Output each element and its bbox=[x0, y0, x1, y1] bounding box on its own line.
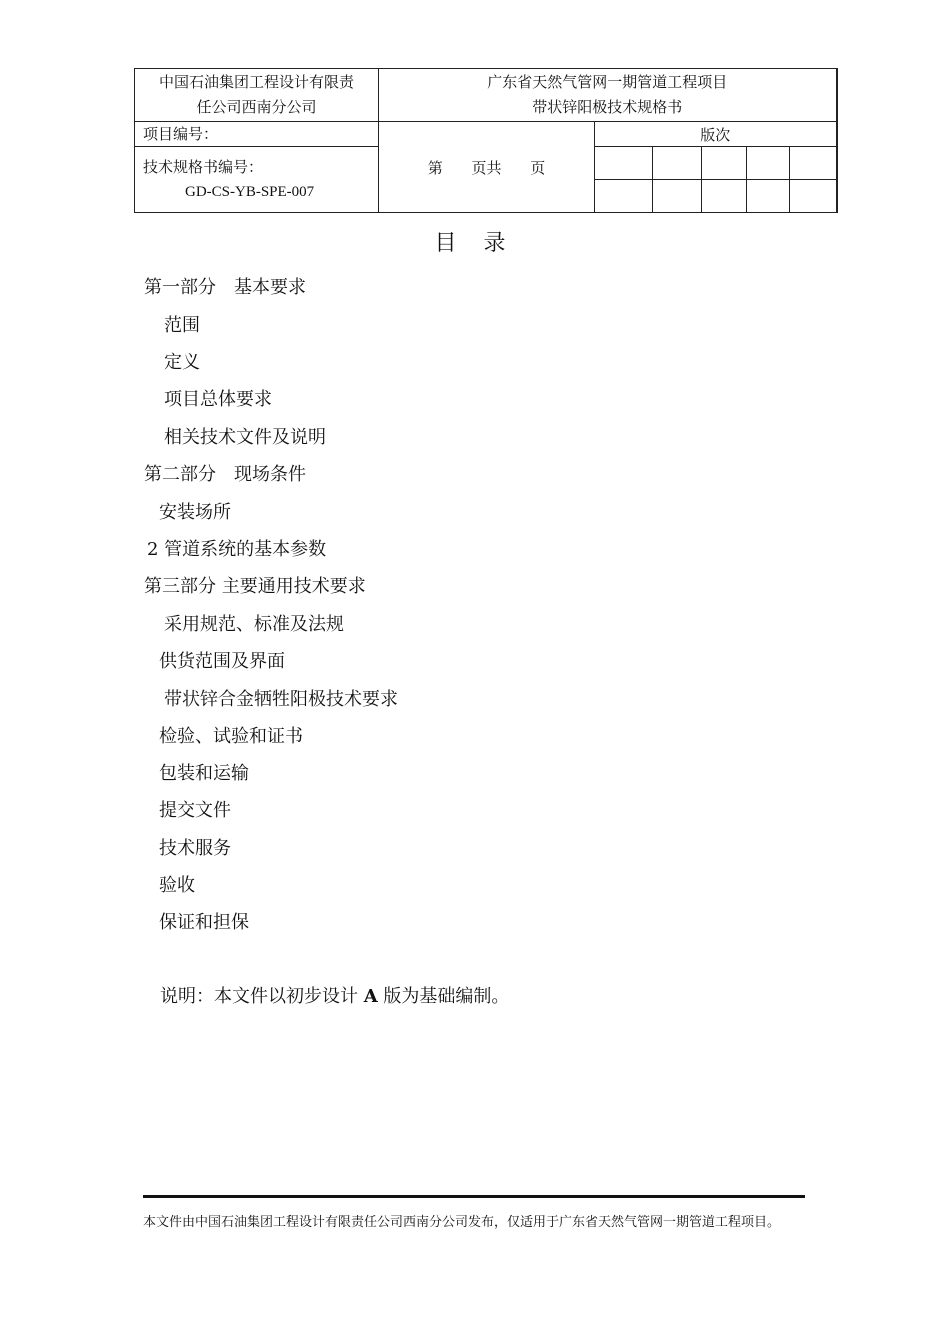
project-number-label: 项目编号： bbox=[135, 122, 379, 147]
footer-text: 本文件由中国石油集团工程设计有限责任公司西南分公司发布，仅适用于广东省天然气管网一期管道工程项目。 bbox=[143, 1215, 781, 1230]
toc-part-1: 第一部分 基本要求 bbox=[144, 277, 306, 298]
page-count-label: 第 页共 页 bbox=[427, 158, 546, 177]
spec-number-cell bbox=[135, 147, 379, 213]
toc-part-3: 第三部分 主要通用技术要求 bbox=[144, 576, 366, 597]
toc-item-pipeline-parameters: 2 管道系统的基本参数 bbox=[147, 539, 327, 560]
revision-box bbox=[790, 147, 837, 180]
toc-item-inspection-testing: 检验、试验和证书 bbox=[159, 726, 303, 747]
revision-box bbox=[595, 147, 653, 180]
page-count-cell bbox=[379, 122, 595, 213]
revision-box bbox=[702, 180, 747, 213]
toc-item-anode-requirements: 带状锌合金牺牲阳极技术要求 bbox=[164, 689, 398, 710]
revision-box bbox=[790, 180, 837, 213]
toc-item-definitions: 定义 bbox=[164, 352, 200, 373]
spec-number-value: GD-CS-YB-SPE-007 bbox=[185, 183, 315, 200]
revision-box bbox=[653, 180, 702, 213]
project-title: 广东省天然气管网一期管道工程项目 bbox=[487, 73, 728, 91]
toc-item-supply-scope: 供货范围及界面 bbox=[159, 651, 285, 672]
toc-item-acceptance: 验收 bbox=[159, 875, 195, 896]
toc-title: 目 录 bbox=[434, 231, 516, 256]
note bbox=[160, 982, 509, 1008]
revision-box bbox=[595, 180, 653, 213]
revision-box bbox=[747, 147, 790, 180]
revision-label: 版次 bbox=[595, 122, 837, 147]
toc-item-submittals: 提交文件 bbox=[159, 800, 231, 821]
company-name-cell bbox=[135, 69, 379, 122]
note-suffix: 版为基础编制。 bbox=[377, 986, 510, 1007]
toc-item-scope: 范围 bbox=[164, 315, 200, 336]
revision-box bbox=[653, 147, 702, 180]
spec-number-label: 技术规格书编号： bbox=[143, 157, 264, 176]
toc-item-codes-standards: 采用规范、标准及法规 bbox=[164, 614, 344, 635]
footer-divider bbox=[143, 1195, 805, 1198]
toc-part-2: 第二部分 现场条件 bbox=[144, 464, 306, 485]
revision-box bbox=[702, 147, 747, 180]
note-version: A bbox=[363, 986, 378, 1007]
toc-item-related-documents: 相关技术文件及说明 bbox=[164, 427, 326, 448]
toc-item-warranty: 保证和担保 bbox=[159, 912, 249, 933]
toc-item-technical-service: 技术服务 bbox=[159, 838, 231, 859]
document-title: 带状锌阳极技术规格书 bbox=[532, 98, 683, 116]
toc-item-packaging-transport: 包装和运输 bbox=[159, 763, 249, 784]
revision-box bbox=[747, 180, 790, 213]
toc-item-installation-site: 安装场所 bbox=[159, 502, 231, 523]
company-name-line1: 中国石油集团工程设计有限责 bbox=[158, 73, 354, 91]
company-name-line2: 任公司西南分公司 bbox=[196, 98, 317, 116]
toc-item-general-requirements: 项目总体要求 bbox=[164, 389, 272, 410]
project-title-cell bbox=[379, 69, 837, 122]
note-prefix: 说明：本文件以初步设计 bbox=[160, 986, 364, 1007]
document-header-table bbox=[134, 68, 838, 213]
